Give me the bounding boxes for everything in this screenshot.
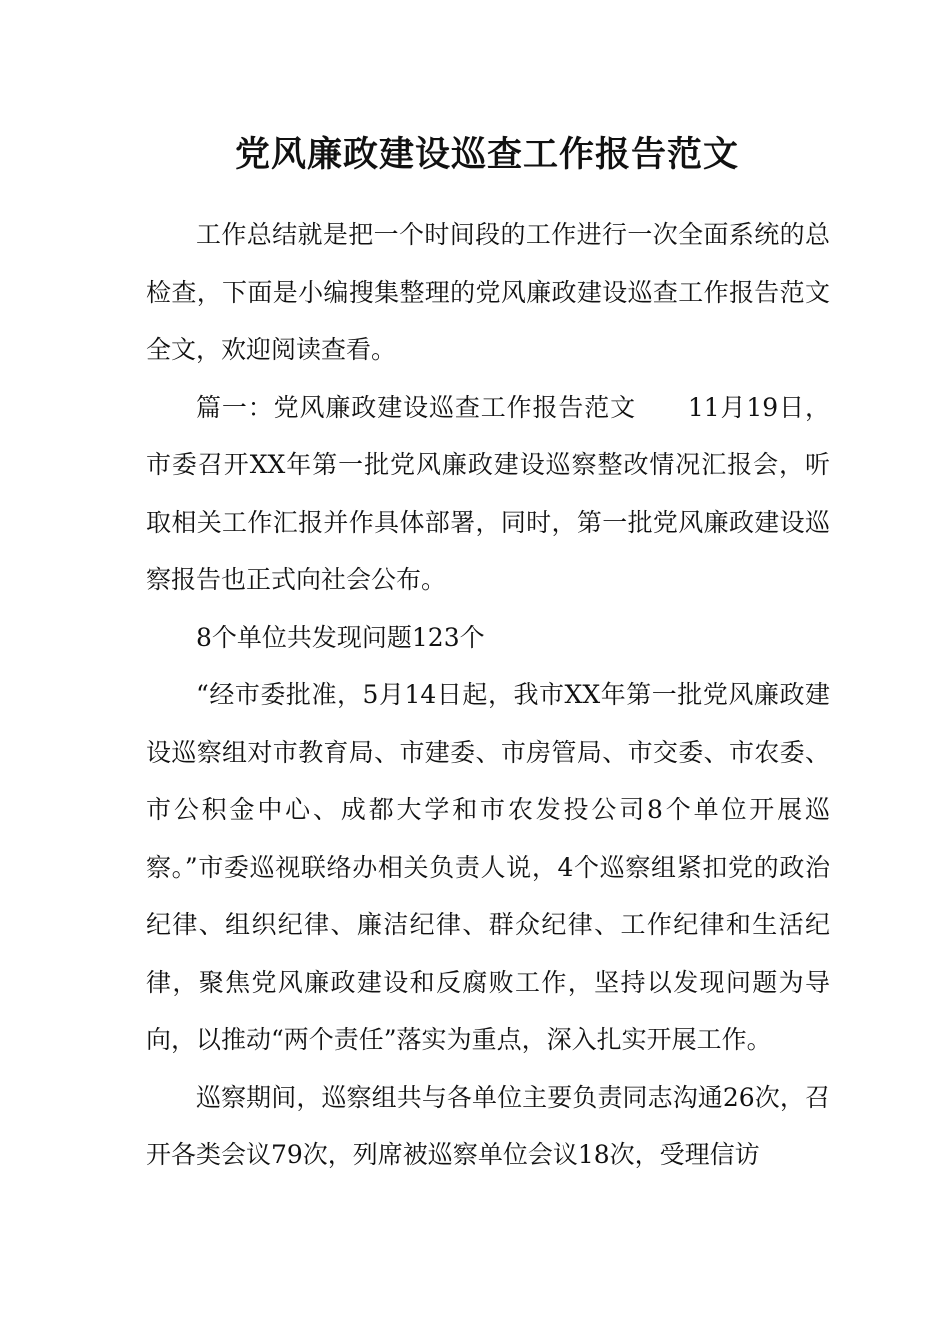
document-body — [146, 206, 830, 1184]
paragraph-inspection-stats: 巡察期间，巡察组共与各单位主要负责同志沟通26次，召开各类会议79次，列席被巡察单位会议18次，受理信访 — [146, 1082, 830, 1169]
paragraph-article-one: 篇一：党风廉政建设巡查工作报告范文 11月19日，市委召开XX年第一批党风廉政建设巡察整改情况汇报会，听取相关工作汇报并作具体部署，同时，第一批党风廉政建设巡察报告也正式向社会公布。 — [146, 392, 830, 594]
document-title: 党风廉政建设巡查工作报告范文 — [234, 134, 739, 175]
paragraph-inspection-scope: “经市委批准，5月14日起，我市XX年第一批党风廉政建设巡察组对市教育局、市建委、市房管局、市交委、市农委、市公积金中心、成都大学和市农发投公司8个单位开展巡察。”市委巡视联络办相关负责人说，4个巡察组紧扣党的政治纪律、组织纪律、廉洁纪律、群众纪律、工作纪律和生活纪律，聚焦党风廉政建设和反腐败工作，坚持以发现问题为导向，以推动“两个责任”落实为重点，深入扎实开展工作。 — [146, 680, 830, 1054]
paragraph-subheading: 8个单位共发现问题123个 — [196, 622, 485, 652]
paragraph-intro: 工作总结就是把一个时间段的工作进行一次全面系统的总检查，下面是小编搜集整理的党风廉政建设巡查工作报告范文全文，欢迎阅读查看。 — [146, 220, 830, 364]
